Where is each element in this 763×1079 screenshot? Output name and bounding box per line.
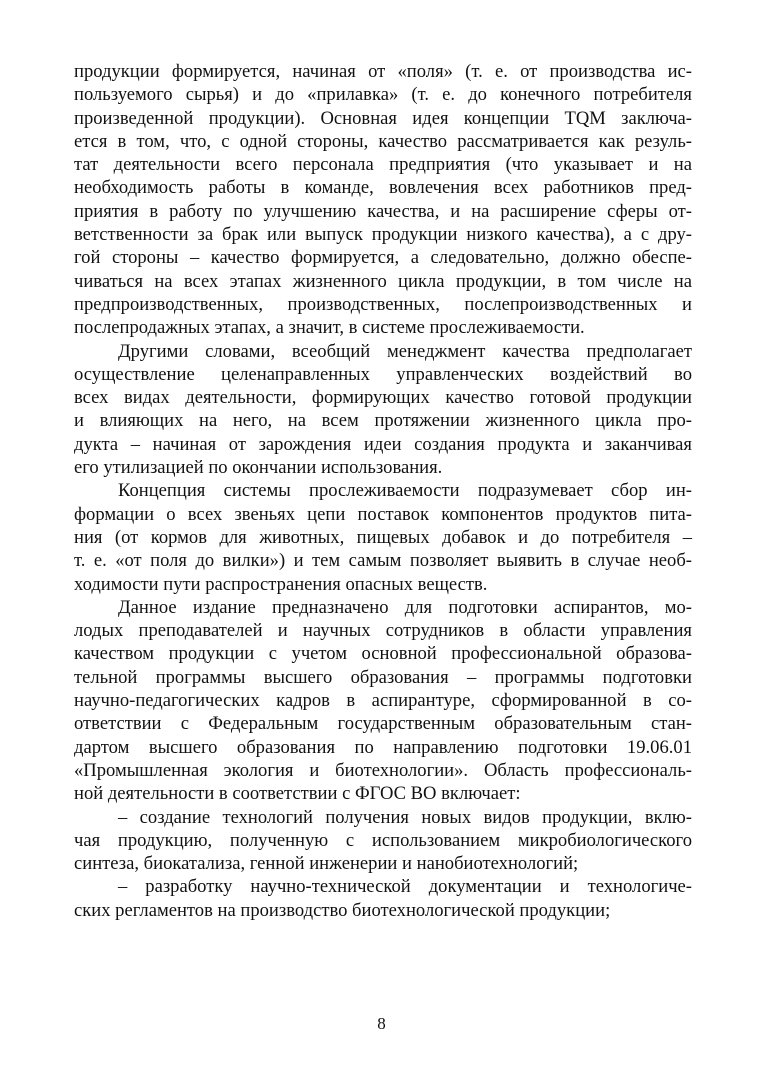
text-line: ния (от кормов для животных, пищевых добавок и до потребителя –: [74, 526, 692, 548]
text-line: ходимости пути распространения опасных веществ.: [74, 573, 488, 595]
text-line: послепродажных этапах, а значит, в системе прослеживаемости.: [74, 317, 585, 339]
text-line: ских регламентов на производство биотехнологической продукции;: [74, 899, 611, 921]
page-body: [74, 60, 692, 922]
text-line: тат деятельности всего персонала предприятия (что указывает и на: [74, 154, 692, 176]
text-line: научно-педагогических кадров в аспирантуре, сформированной в со-: [74, 690, 692, 712]
text-line: и влияющих на него, на всем протяжении жизненного цикла про-: [74, 410, 692, 432]
text-line: его утилизацией по окончании использования.: [74, 457, 443, 479]
text-line: – создание технологий получения новых видов продукции, вклю-: [118, 806, 692, 828]
text-line: Концепция системы прослеживаемости подразумевает сбор ин-: [118, 480, 692, 502]
text-line: продукции формируется, начиная от «поля» (т. е. от производства ис-: [74, 61, 692, 82]
text-line: лодых преподавателей и научных сотрудников в области управления: [74, 620, 692, 642]
text-line: Данное издание предназначено для подготовки аспирантов, мо-: [118, 596, 692, 618]
paragraph: [74, 60, 692, 340]
text-line: дартом высшего образования по направлению подготовки 19.06.01: [74, 736, 692, 758]
text-line: дукта – начиная от зарождения идеи создания продукта и заканчивая: [74, 433, 692, 455]
text-line: ной деятельности в соответствии с ФГОС ВО включает:: [74, 783, 521, 805]
text-line: предпроизводственных, производственных, послепроизводственных и: [74, 293, 692, 315]
paragraph: [74, 596, 692, 806]
text-line: приятия в работу по улучшению качества, и на расширение сферы от-: [74, 200, 692, 222]
text-line: осуществление целенаправленных управленческих воздействий во: [74, 363, 692, 385]
text-line: ется в том, что, с одной стороны, качество рассматривается как резуль-: [74, 130, 692, 152]
text-line: формации о всех звеньях цепи поставок компонентов продуктов пита-: [74, 503, 692, 525]
text-line: необходимость работы в команде, вовлечения всех работников пред-: [74, 177, 692, 199]
text-line: ответствии с Федеральным государственным образовательным стан-: [74, 713, 692, 735]
text-line: ветственности за брак или выпуск продукции низкого качества), а с дру-: [74, 224, 692, 246]
paragraph: [74, 479, 692, 595]
text-line: всех видах деятельности, формирующих качество готовой продукции: [74, 387, 692, 409]
text-line: «Промышленная экология и биотехнологии». Область профессиональ-: [74, 759, 692, 781]
page-number: 8: [377, 1014, 386, 1033]
paragraph: [74, 340, 692, 480]
text-line: Другими словами, всеобщий менеджмент качества предполагает: [118, 340, 692, 362]
text-line: пользуемого сырья) и до «прилавка» (т. е. до конечного потребителя: [74, 84, 692, 106]
text-line: произведенной продукции). Основная идея концепции TQM заключа-: [74, 107, 692, 129]
text-line: качеством продукции с учетом основной профессиональной образова-: [74, 643, 692, 665]
text-line: гой стороны – качество формируется, а следовательно, должно обеспе-: [74, 247, 692, 269]
text-line: тельной программы высшего образования – программы подготовки: [74, 666, 692, 688]
paragraph: [74, 806, 692, 876]
text-line: – разработку научно-технической документации и технологиче-: [118, 876, 692, 898]
paragraph: [74, 875, 692, 922]
text-line: чиваться на всех этапах жизненного цикла продукции, в том числе на: [74, 270, 692, 292]
text-line: чая продукцию, полученную с использованием микробиологического: [74, 829, 692, 851]
text-line: т. е. «от поля до вилки») и тем самым позволяет выявить в случае необ-: [74, 550, 692, 572]
text-line: синтеза, биокатализа, генной инженерии и нанобиотехнологий;: [74, 853, 579, 875]
